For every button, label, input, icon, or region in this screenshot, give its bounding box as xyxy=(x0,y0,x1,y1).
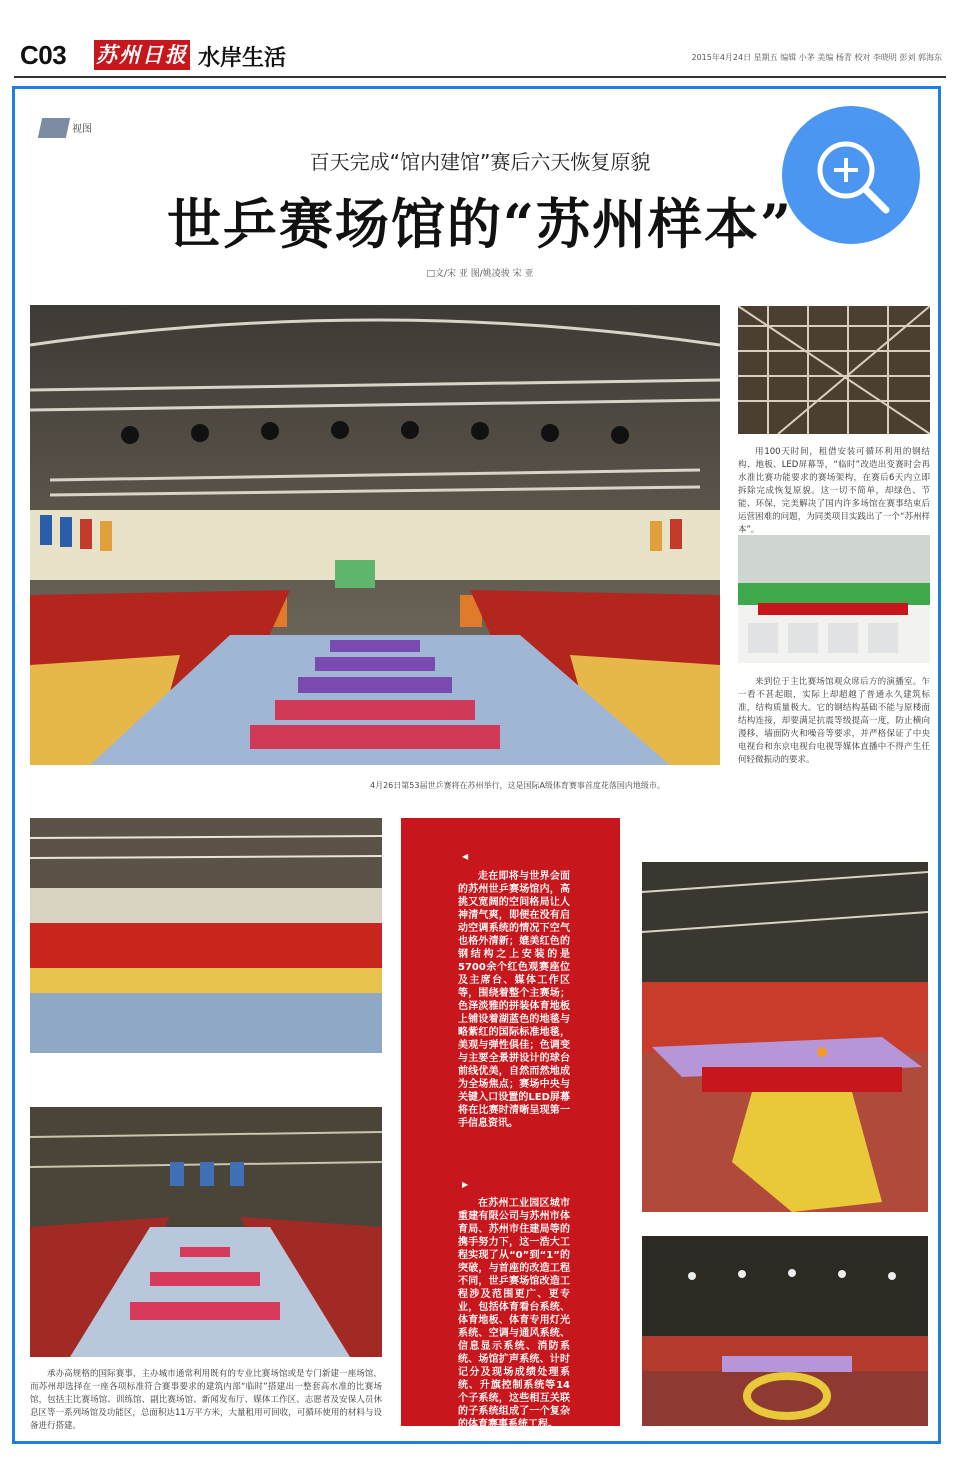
column-tag: 视图 xyxy=(72,124,92,135)
arena-overview-photo xyxy=(30,1107,382,1357)
right-caption-1: 用100天时间，租借安装可循环利用的钢结构、地板、LED屏幕等，“临时”改造出变赛时会再水准比赛功能要求的赛场架构，在赛后6天内立即拆除完成恢复原貌。这一切不简单，却绿色、节能、环保，完美解决了国内许多场馆在赛事结束后运营困难的问题，为同类项目实践出了一个“苏州样本”。 xyxy=(738,447,930,535)
byline: □文/宋 亚 图/姚凌骏 宋 亚 xyxy=(426,269,534,279)
tag-icon xyxy=(38,118,70,138)
article-subtitle: 百天完成“馆内建馆”赛后六天恢复原貌 xyxy=(309,150,651,174)
masthead xyxy=(14,30,946,78)
golden-table-photo xyxy=(642,1236,928,1426)
steel-structure-photo xyxy=(738,306,930,434)
red-marker-1: ◀ xyxy=(462,852,469,861)
ping-pong-table-photo xyxy=(642,862,928,1212)
red-marker-2: ▶ xyxy=(462,1180,469,1189)
stands-photo xyxy=(30,818,382,1053)
main-arena-photo xyxy=(30,305,720,765)
bottom-caption: 承办高规格的国际赛事，主办城市通常利用既有的专业比赛场馆或是专门新建一座场馆，而苏州却选择在一座各项标准符合赛事要求的建筑内部“临时”搭建出一整套高水准的比赛场馆，包括主比赛场馆、训练馆、副比赛场馆、新闻发布厅、媒体工作区、志愿者及安保人员休息区等一系列场馆及功能区，总面积达11万平方米，大量租用可回收，可循环使用的材料与设备进行搭建。 xyxy=(30,1369,382,1431)
main-photo-caption: 4月26日第53届世乒赛将在苏州举行，这是国际A级体育赛事首度花落国内地级市。 xyxy=(370,781,665,790)
right-caption-2: 来到位于主比赛场馆观众席后方的演播室。乍一看不甚起眼，实际上却超越了普通永久建筑标准，结构质量极大。它的钢结构基础不能与原楼面结构连接，却要满足抗震等级提高一度，防止横向漫移，墙面防火和噪音等要求，并严格保证了中央电视台和东京电视台电视等媒体直播中不得产生任何轻微振动的要求。 xyxy=(738,677,930,765)
red-text-2: 在苏州工业园区城市重建有限公司与苏州市体育局、苏州市住建局等的携手努力下，这一浩大工程实现了从“0”到“1”的突破，与首座的改造工程不同，世乒赛场馆改造工程涉及范围更广、更专业，包括体育看台系统、体育地板、体育专用灯光系统、空调与通风系统、信息显示系统、消防系统、场馆扩声系统、计时记分及现场成绩处理系统、升旗控制系统等14个子系统，这些相互关联的子系统组成了一个复杂的体育赛事系统工程。 xyxy=(458,1198,570,1430)
zoom-in-icon xyxy=(782,106,920,244)
section-title: 水岸生活 xyxy=(198,46,287,71)
zoom-button[interactable] xyxy=(782,106,920,244)
newspaper-logo: 苏州日报 xyxy=(94,40,190,70)
issue-meta: 2015年4月24日 星期五 编辑 小茅 美编 杨青 校对 李晓明 彭刘 郭海东 xyxy=(691,53,942,62)
article-headline: 世乒赛场馆的“苏州样本” xyxy=(166,192,794,256)
red-text-1: 走在即将与世界会面的苏州世乒赛场馆内，高挑又宽阔的空间格局让人神清气爽，即便在没有启动空调系统的情况下空气也格外清新；媲美红色的钢结构之上安装的是5700余个红色观赛座位及主席台、媒体工作区等，围绕着整个主赛场；色泽淡雅的拼装体育地板上铺设着湖蓝色的地毯与略紫红的国际标准地毯，美观与弹性俱佳；色调变与主要全景拼设计的球台前线优美，自然而然地成为全场焦点；赛场中央与关键入口设置的LED屏幕将在比赛时清晰呈现第一手信息资讯。 xyxy=(458,871,570,1129)
studio-photo xyxy=(738,535,930,663)
page-number: C03 xyxy=(20,40,67,70)
